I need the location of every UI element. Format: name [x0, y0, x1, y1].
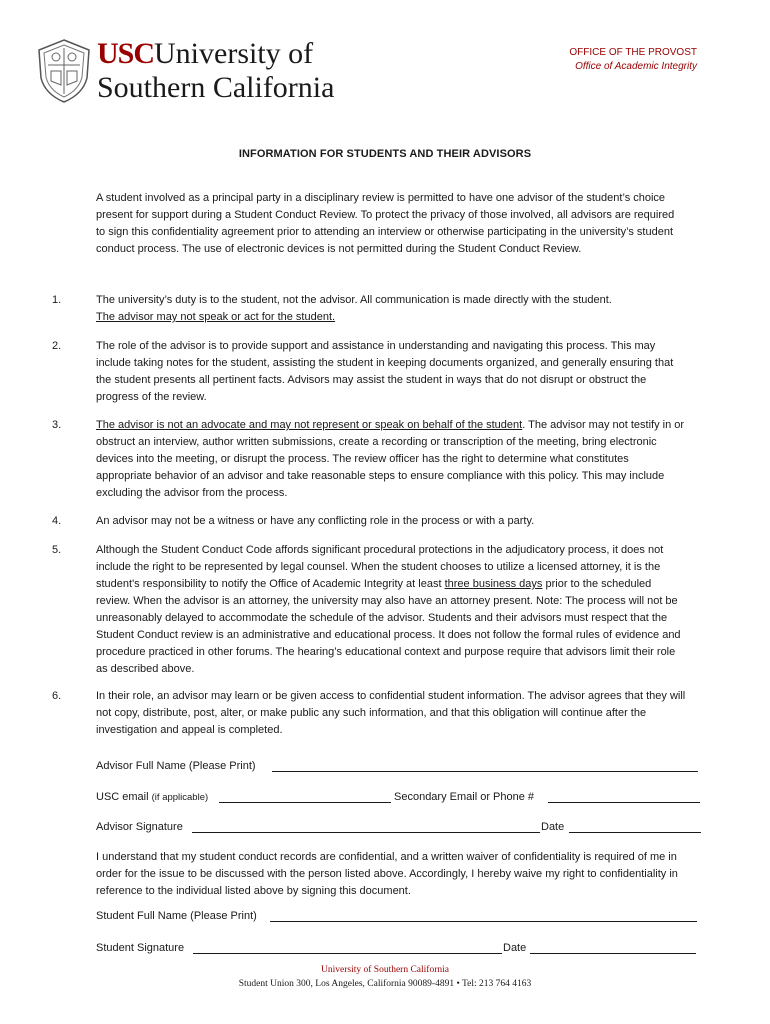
waiver-paragraph: I understand that my student conduct records are confidential, and a written waiver of confidentiality is required of me in order for the issue to be discussed with the person listed above. Accordingly, I hereby waive my right to confidentiality in reference to the individual listed above by signing this document.	[96, 851, 678, 897]
advisor-name-label: Advisor Full Name (Please Print)	[96, 760, 256, 772]
usc-email-note: (if applicable)	[151, 792, 209, 803]
item-number: 3.	[52, 419, 62, 431]
item-2-text: The role of the advisor is to provide support and assistance in understanding and navigating this process. This may include taking notes for the student, assisting the student in keeping documents organized, and generally ensuring that the student presents all pertinent facts. Advisors may assist the student in ways that do not disrupt or obstruct the progress of the review.	[96, 340, 674, 403]
item-1-body: The university’s duty is to the student, not the advisor. All communication is made directly with the student.	[96, 294, 612, 306]
item-number: 5.	[52, 544, 62, 556]
student-date-field[interactable]	[530, 953, 696, 954]
student-signature-label: Student Signature	[96, 942, 185, 954]
item-number: 1.	[52, 294, 62, 306]
item-5-body-after: prior to the scheduled review. When the advisor is an attorney, the university may also have an attorney present. Note: The process will not be unreasonably delayed to accommodate the schedule of the advisor. Students and their advisors must respect that the Student Conduct review is an administrative and educational process. It does not follow the formal rules of evidence and procedure practiced in other forums. The hearing’s educational context and purpose require that advisors limit their role as described above.	[96, 578, 681, 675]
student-name-field[interactable]	[270, 921, 697, 922]
item-1-underlined: The advisor may not speak or act for the student.	[96, 311, 336, 323]
logo-wordmark-line1	[97, 38, 313, 70]
secondary-contact-label: Secondary Email or Phone #	[394, 791, 535, 803]
usc-email-row	[96, 789, 208, 806]
advisor-name-field[interactable]	[272, 771, 698, 772]
usc-email-field[interactable]	[219, 802, 391, 803]
item-3-text	[96, 417, 686, 502]
logo-usc: USC	[97, 37, 155, 70]
footer-university: University of Southern California	[321, 965, 449, 975]
usc-email-label: USC email	[96, 791, 149, 803]
item-1-text	[96, 292, 686, 326]
advisor-date-label: Date	[541, 821, 565, 833]
item-3-underlined: The advisor is not an advocate and may not represent or speak on behalf of the student	[96, 419, 523, 431]
item-number: 2.	[52, 340, 62, 352]
item-5-body-before: Although the Student Conduct Code affords significant procedural protections in the adjudicatory process, it does not include the right to be represented by legal counsel. When the student chooses to utilize a licensed attorney, it is the student's responsibility to notify the Office of Academic Integrity at least	[96, 544, 664, 590]
sub-office-name: Office of Academic Integrity	[575, 61, 697, 72]
footer-address: Student Union 300, Los Angeles, California 90089-4891 • Tel: 213 764 4163	[238, 979, 532, 989]
item-number: 4.	[52, 515, 62, 527]
student-signature-field[interactable]	[193, 953, 502, 954]
intro-paragraph: A student involved as a principal party in a disciplinary review is permitted to have one advisor of the student’s choice present for support during a Student Conduct Review. To protect the privacy of those involved, all advisors are required to sign this confidentiality agreement prior to attending an interview or otherwise participating in the university’s student conduct process. The use of electronic devices is not permitted during the Student Conduct Review.	[96, 192, 675, 255]
document-title: INFORMATION FOR STUDENTS AND THEIR ADVISORS	[238, 148, 532, 160]
item-number: 6.	[52, 690, 62, 702]
item-6-text: In their role, an advisor may learn or be given access to confidential student information. The advisor agrees that they will not copy, distribute, post, alter, or make public any such information, and that this obligation will continue after the investigation and appeal is completed.	[96, 690, 686, 736]
student-name-label: Student Full Name (Please Print)	[96, 910, 257, 922]
usc-seal-icon	[37, 38, 91, 104]
student-date-label: Date	[503, 942, 527, 954]
item-3-body: . The advisor may not testify in or obstruct an interview, author written submissions, create a recording or transcription of the meeting, bring electronic devices into the meeting, or disrupt the process. The review officer has the right to determine what constitutes appropriate behavior of an advisor and take reasonable steps to ensure compliance with this policy. This may include excluding the advisor from the process.	[96, 419, 685, 499]
item-5-underlined: three business days	[444, 578, 543, 590]
advisor-signature-field[interactable]	[192, 832, 540, 833]
logo-southern-california: Southern California	[97, 71, 335, 104]
advisor-signature-label: Advisor Signature	[96, 821, 183, 833]
office-name: OFFICE OF THE PROVOST	[569, 47, 697, 58]
item-5-text	[96, 542, 686, 678]
logo-university-of: University of	[154, 37, 314, 70]
item-4-text: An advisor may not be a witness or have any conflicting role in the process or with a party.	[96, 515, 535, 527]
advisor-date-field[interactable]	[569, 832, 701, 833]
secondary-contact-field[interactable]	[548, 802, 700, 803]
